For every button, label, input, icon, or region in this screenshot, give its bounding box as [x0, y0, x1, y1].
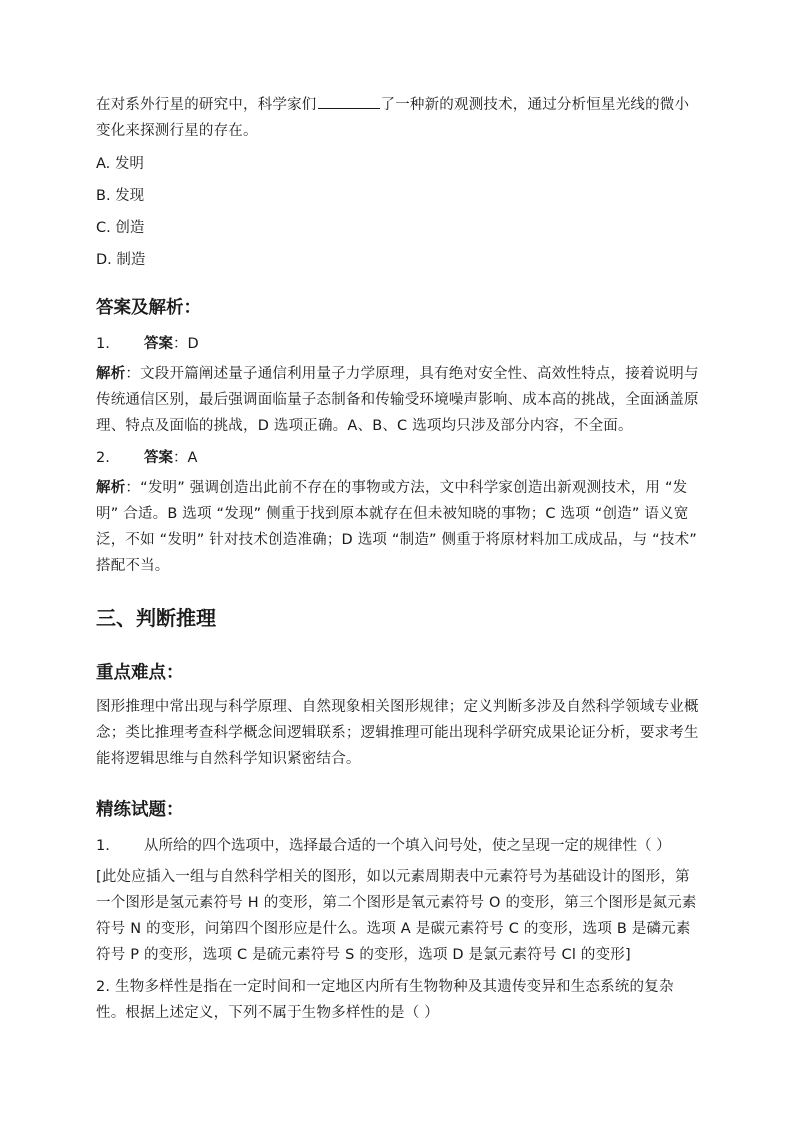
answer-blank	[318, 93, 380, 109]
answer-item-2	[96, 448, 702, 468]
answers-heading: 答案及解析：	[96, 298, 201, 318]
key-points-heading: 重点难点：	[96, 663, 184, 683]
answer-label: 答案	[144, 450, 173, 466]
answer-num: 2.	[96, 450, 110, 466]
option-b: B. 发现	[96, 188, 145, 204]
answer-value: ：D	[173, 336, 199, 352]
option-a: A. 发明	[96, 156, 144, 172]
section-title: 三、判断推理	[96, 606, 216, 630]
option-d: D. 制造	[96, 252, 146, 268]
analysis-label: 解析	[96, 366, 126, 382]
practice-heading: 精练试题：	[96, 800, 184, 820]
answer-num: 1.	[96, 336, 110, 352]
analysis-1	[96, 361, 702, 439]
analysis-text: ：“发明” 强调创造出此前不存在的事物或方法，文中科学家创造出新观测技术，用 “发明” 合适。B 选项 “发现” 侧重于找到原本就存在但未被知晓的事物；C 选项 “创造” 语义宽泛，不如 “发明” 针对技术创造准确；D 选项 “制造” 侧重于将原材料加工成成品，与 “技术” 搭配不当。	[96, 480, 697, 574]
answer-value: ：A	[173, 450, 198, 466]
document-page	[96, 92, 702, 1026]
question-stem-after: 了一种新的观测技术，通过分析恒星光线的微小变化来探测行星的存在。	[96, 97, 690, 139]
analysis-2	[96, 475, 702, 579]
analysis-label: 解析	[96, 480, 126, 496]
practice-item-2: 2. 生物多样性是指在一定时间和一定地区内所有生物物种及其遗传变异和生态系统的复杂性。根据上述定义，下列不属于生物多样性的是（ ）	[96, 979, 674, 1021]
analysis-text: ：文段开篇阐述量子通信利用量子力学原理，具有绝对安全性、高效性特点，接着说明与传统通信区别，最后强调面临量子态制备和传输受环境噪声影响、成本高的挑战，全面涵盖原理、特点及面临的挑战，D 选项正确。A、B、C 选项均只涉及部分内容，不全面。	[96, 366, 699, 434]
figure-note: [此处应插入一组与自然科学相关的图形，如以元素周期表中元素符号为基础设计的图形，第一个图形是氢元素符号 H 的变形，第二个图形是氧元素符号 O 的变形，第三个图形是氮元素符号 N 的变形，问第四个图形应是什么。选项 A 是碳元素符号 C 的变形，选项 B 是磷元素符号 P 的变形，选项 C 是硫元素符号 S 的变形，选项 D 是氯元素符号 Cl 的变形]	[96, 869, 697, 963]
practice-text: 从所给的四个选项中，选择最合适的一个填入问号处，使之呈现一定的规律性（ ）	[144, 838, 671, 854]
practice-item-1	[96, 836, 702, 856]
answer-item-1	[96, 334, 702, 354]
answer-label: 答案	[144, 336, 173, 352]
option-c: C. 创造	[96, 220, 145, 236]
question-stem	[96, 92, 702, 144]
practice-num: 1.	[96, 838, 110, 854]
key-points-text: 图形推理中常出现与科学原理、自然现象相关图形规律；定义判断多涉及自然科学领域专业概念；类比推理考查科学概念间逻辑联系；逻辑推理可能出现科学研究成果论证分析，要求考生能将逻辑思维与自然科学知识紧密结合。	[96, 699, 699, 767]
question-stem-before: 在对系外行星的研究中，科学家们	[96, 97, 317, 113]
